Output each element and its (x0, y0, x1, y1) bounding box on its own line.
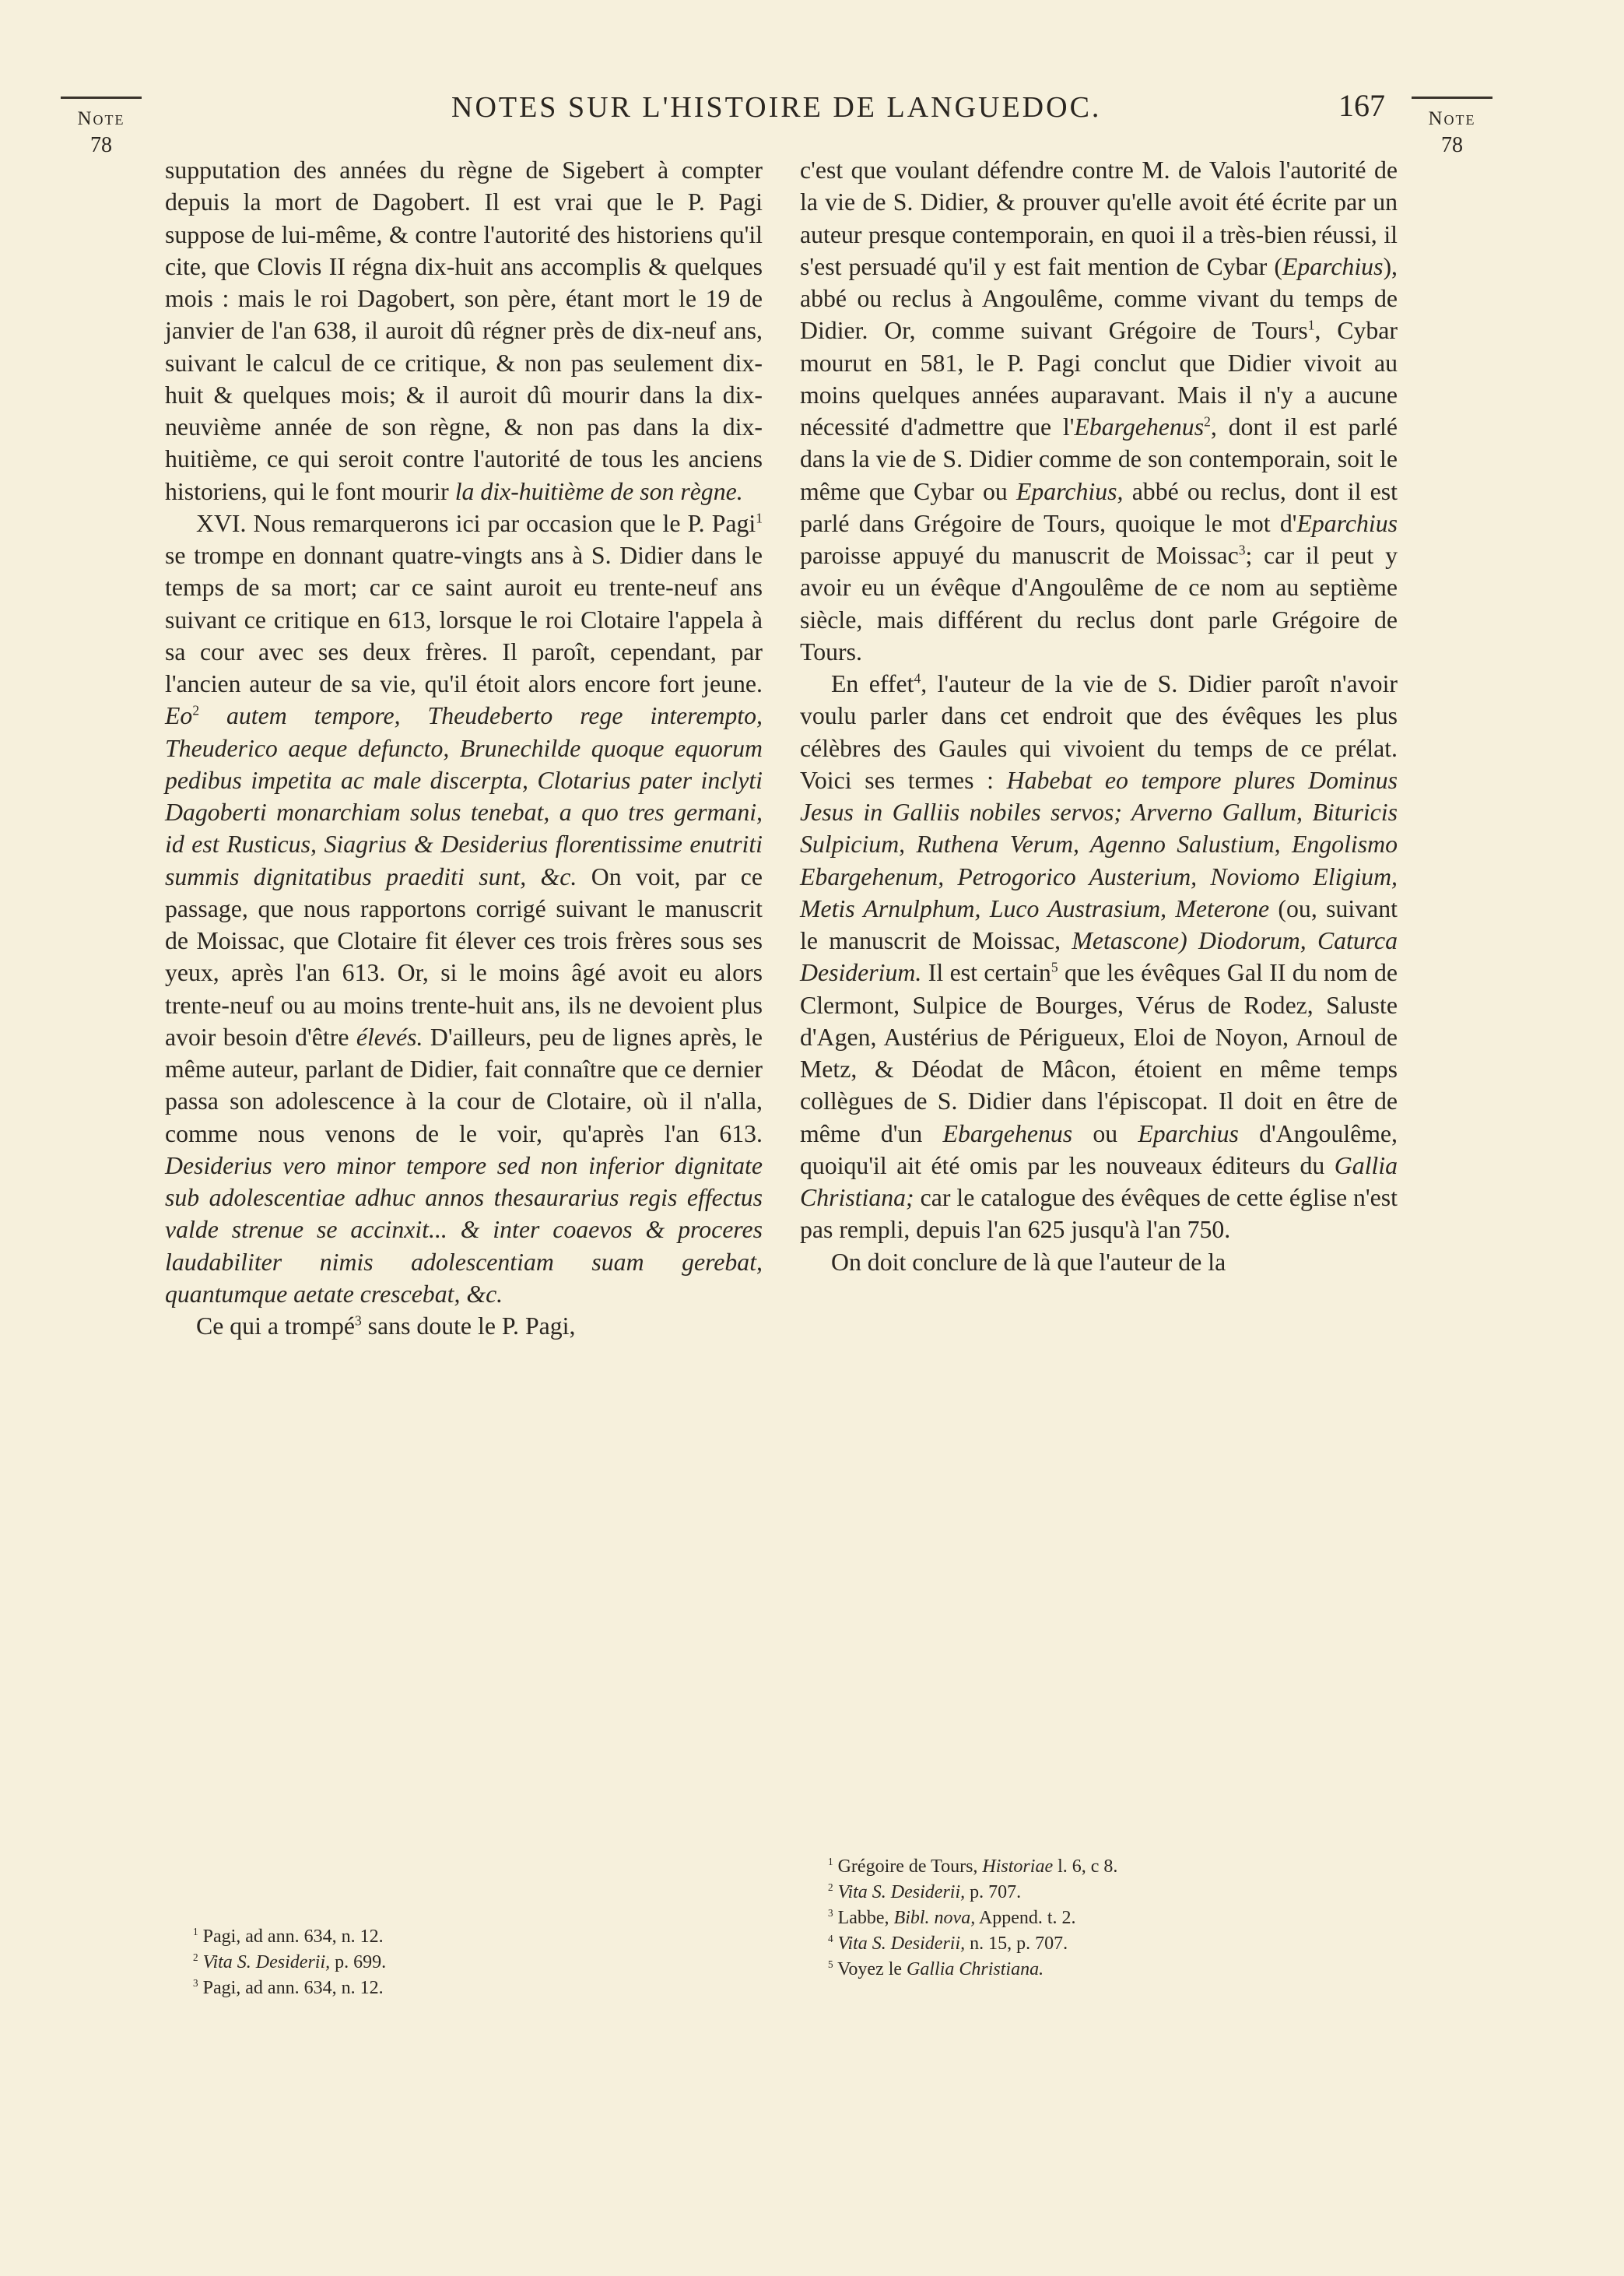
text-run: Il est certain (921, 959, 1051, 987)
side-note-number: 78 (1441, 133, 1463, 157)
text-run: , Cybar mourut en 581, le P. Pagi conclut que Didier vivoit au moins quelques années auparavant. Mais il n'y a aucune nécessité d'admettre que l' (800, 317, 1398, 441)
latin-quotation: Habebat eo tempore plures Dominus Jesus in Galliis nobiles servos; Arverno Gallum, Bituricis Sulpicium, Ruthena Verum, Agenno Salustium, Engolismo Ebargehenum, Petrogorico Austerium, Noviomo Eligium, Metis Arnulphum, Luco Austrasium, Meterone (800, 766, 1398, 922)
text-run: , dont il est parlé dans la vie de S. Didier comme de son contemporain, soit le même que Cybar ou (800, 413, 1398, 505)
footnote (828, 1880, 1388, 1905)
italic-run: élevés. (356, 1023, 423, 1051)
footnote-mark: 2 (193, 1951, 198, 1963)
footnote-ref: 1 (1307, 317, 1315, 333)
latin-quotation: autem tempore, Theudeberto rege interempto, Theuderico aeque defuncto, Brunechilde quoque equorum pedibus impetita ac male discerpta, Clotarius pater inclyti Dagoberti monarchiam solus tenebat, a quo tres germani, id est Rusticus, Siagrius & Desiderius florentissime enutriti summis dignitatibus praediti sunt, &c. (165, 702, 763, 890)
latin-quotation: Desiderius vero minor tempore sed non inferior dignitate sub adolescentiae adhuc annos thesaurarius regis effectus valde strenue se accinxit... & inter coaevos & proceres laudabiliter nimis adolescentiam suam gerebat, quantumque aetate crescebat, &c. (165, 1151, 763, 1308)
footnote-ref: 3 (1238, 542, 1246, 558)
footnote (193, 1976, 753, 2001)
footnote-mark: 1 (193, 1926, 198, 1937)
side-note-right (1412, 97, 1492, 158)
footnote-title: Gallia Christiana. (907, 1959, 1044, 1979)
footnotes-left (193, 1924, 753, 2001)
text-run: abbé ou reclus, dont il est parlé dans Grégoire de Tours, quoique le mot d' (800, 477, 1398, 537)
left-column (165, 154, 763, 1342)
text-run: d'Angoulême, quoiqu'il ait été omis par les nouveaux éditeurs du (800, 1119, 1398, 1179)
footnote-text: n. 15, p. 707. (965, 1934, 1068, 1954)
italic-run: Ebargehenus (942, 1119, 1073, 1147)
text-run: Ce qui a trompé (196, 1312, 355, 1340)
text-run: , l'auteur de la vie de S. Didier paroît n'avoir voulu parler dans cet endroit que des évêques les plus célèbres des Gaules qui vivoient du temps de ce prélat. Voici ses termes : (800, 670, 1398, 794)
text-run: se trompe en donnant quatre-vingts ans à S. Didier dans le temps de sa mort; car ce saint auroit eu trente-neuf ans suivant ce critique en 613, lorsque le roi Clotaire l'appela à sa cour avec ses deux frères. Il paroît, cependant, par l'ancien auteur de sa vie, qu'il étoit alors encore fort jeune. (165, 542, 763, 697)
text-run: que les évêques Gal II du nom de Clermont, Sulpice de Bourges, Vérus de Rodez, Saluste d'Agen, Austérius de Périgueux, Eloi de Noyon, Arnoul de Metz, & Déodat de Mâcon, étoient en même temps collègues de S. Didier dans l'épiscopat. Il doit en être de même d'un (800, 959, 1398, 1147)
footnote-text: Append. t. 2. (975, 1908, 1076, 1928)
footnote-mark: 5 (828, 1958, 833, 1970)
paragraph (800, 154, 1398, 668)
text-run: car le catalogue des évêques de cette église n'est pas rempli, depuis l'an 625 jusqu'à l'an 750. (800, 1184, 1398, 1244)
footnote-mark: 3 (193, 1977, 198, 1989)
text-run: XVI. Nous remarquerons ici par occasion que le P. Pagi (196, 509, 756, 537)
footnote (828, 1957, 1388, 1983)
paragraph (165, 1310, 763, 1342)
paragraph (800, 668, 1398, 1246)
running-title: NOTES SUR L'HISTOIRE DE LANGUEDOC. (451, 91, 1102, 124)
footnote-ref: 3 (354, 1312, 362, 1329)
footnote-mark: 1 (828, 1856, 833, 1867)
side-note-rule (61, 97, 142, 99)
side-note-number: 78 (90, 133, 112, 157)
text-run: On voit, par ce passage, que nous rapportons corrigé suivant le manuscrit de Moissac, que Clotaire fit élever ces trois frères sous ses yeux, après l'an 613. Or, si le moins âgé avoit eu alors trente-neuf ou au moins trente-huit ans, ils ne devoient plus avoir besoin d'être (165, 862, 763, 1051)
footnote-author: Grégoire de Tours, (837, 1856, 983, 1877)
text-run: ), abbé ou reclus à Angoulême, comme vivant du temps de Didier. Or, comme suivant Grégoire de Tours (800, 252, 1398, 345)
footnote-title: Vita S. Desiderii, (202, 1952, 331, 1972)
footnote-ref: 5 (1051, 959, 1058, 975)
footnote-ref: 1 (756, 510, 763, 526)
side-note-label: Note (1428, 108, 1476, 129)
text-run: D'ailleurs, peu de lignes après, le même auteur, parlant de Didier, fait connaître que ce dernier passa son adolescence à la cour de Clotaire, où il n'alla, comme nous venons de le voir, qu'après l'an 613. (165, 1023, 763, 1147)
footnote (828, 1905, 1388, 1931)
text-run: ou (1072, 1119, 1138, 1147)
italic-run: Eparchius (1138, 1119, 1239, 1147)
side-note-rule (1412, 97, 1492, 99)
footnote-ref: 2 (192, 702, 200, 718)
italic-run: Ebargehenus (1074, 413, 1205, 441)
footnotes-right (828, 1854, 1388, 1983)
text-run: paroisse appuyé du manuscrit de Moissac (800, 542, 1239, 569)
right-column (800, 154, 1398, 1278)
page-number: 167 (1338, 88, 1385, 123)
text-run: ; car il peut y avoir eu un évêque d'Angoulême de ce nom au septième siècle, mais différent du reclus dont parle Grégoire de Tours. (800, 542, 1398, 666)
footnote (828, 1931, 1388, 1957)
footnote-text: p. 707. (965, 1882, 1022, 1902)
footnote-title: Bibl. nova, (893, 1908, 976, 1928)
text-run: En effet (831, 670, 914, 697)
paragraph (165, 154, 763, 508)
footnote-mark: 3 (828, 1907, 833, 1919)
footnote-author: Labbe, (837, 1908, 894, 1928)
text-run: sans doute le P. Pagi, (361, 1312, 576, 1340)
footnote-title: Vita S. Desiderii, (837, 1934, 966, 1954)
italic-run: la dix-huitième de son règne. (454, 477, 743, 505)
paragraph: On doit conclure de là que l'auteur de la (831, 1248, 1226, 1276)
italic-run: Eparchius (1296, 509, 1398, 537)
footnote-author: Voyez le (837, 1959, 907, 1979)
text-run: (ou, suivant le manuscrit de Moissac, (800, 894, 1398, 954)
footnote (193, 1950, 753, 1976)
paragraph-xvi (165, 508, 763, 1310)
footnote-ref: 4 (914, 670, 921, 687)
footnote-title: Historiae (982, 1856, 1054, 1877)
footnote-mark: 4 (828, 1933, 833, 1944)
footnote-text: l. 6, c 8. (1053, 1856, 1118, 1877)
side-note-label: Note (77, 108, 125, 129)
footnote (193, 1924, 753, 1950)
italic-run: Eo (165, 702, 193, 730)
footnote-mark: 2 (828, 1881, 833, 1893)
italic-run: Gallia Christiana; (800, 1151, 1398, 1211)
italic-run: Eparchius, (1015, 477, 1124, 505)
footnote-title: Vita S. Desiderii, (837, 1882, 966, 1902)
side-note-left (61, 97, 142, 158)
italic-run: Eparchius (1282, 252, 1384, 280)
footnote-text: p. 699. (330, 1952, 387, 1972)
footnote-text: Pagi, ad ann. 634, n. 12. (202, 1927, 384, 1947)
footnote (828, 1854, 1388, 1880)
text-run: supputation des années du règne de Sigebert à compter depuis la mort de Dagobert. Il est vrai que le P. Pagi suppose de lui-même, & contre l'autorité des historiens qu'il cite, que Clovis II régna dix-huit ans accomplis & quelques mois : mais le roi Dagobert, son père, étant mort le 19 de janvier de l'an 638, il auroit dû régner près de dix-neuf ans, suivant le calcul de ce critique, & non pas seulement dix-huit & quelques mois; & il auroit dû mourir dans la dix-neuvième année de son règne, & non pas dans la dix-huitième, ce qui seroit contre l'autorité de tous les anciens historiens, qui le font mourir (165, 156, 763, 505)
text-run: c'est que voulant défendre contre M. de Valois l'autorité de la vie de S. Didier, & prouver qu'elle avoit été écrite par un auteur presque contemporain, en quoi il a très-bien réussi, il s'est persuadé qu'il y est fait mention de Cybar ( (800, 156, 1398, 280)
footnote-ref: 2 (1204, 413, 1211, 430)
footnote-text: Pagi, ad ann. 634, n. 12. (202, 1978, 384, 1998)
italic-run: Metascone) Diodorum, Caturca Desiderium. (800, 927, 1398, 987)
